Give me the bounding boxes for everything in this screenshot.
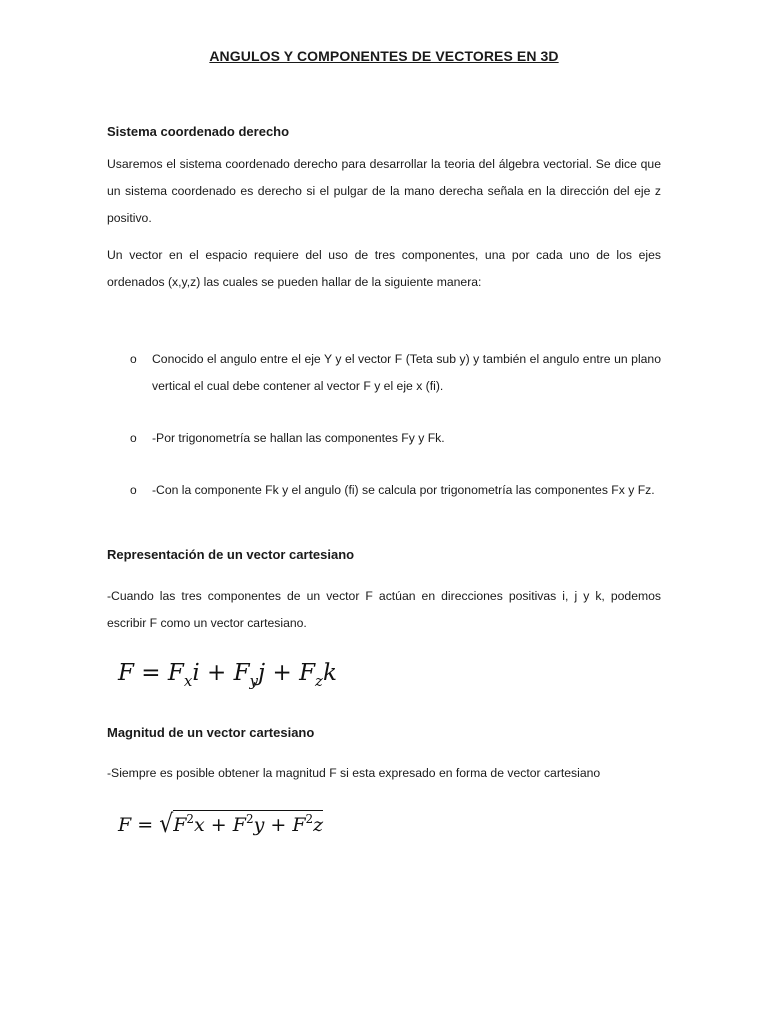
formula-term: F bbox=[232, 814, 246, 836]
paragraph-componentes-intro: Un vector en el espacio requiere del uso de tres componentes, una por cada uno de los ejes ordenados (x,y,z) las cuales se pueden hallar de la siguiente manera: bbox=[107, 248, 661, 289]
formula-lhs: F bbox=[118, 814, 132, 836]
formula-term: F bbox=[299, 660, 316, 686]
formula-equals: = bbox=[131, 814, 160, 836]
formula-unit-vector: j bbox=[258, 660, 266, 686]
formula-magnitud bbox=[118, 810, 323, 837]
paragraph-representacion: -Cuando las tres componentes de un vector F actúan en direcciones positivas i, j y k, podemos escribir F como un vector cartesiano. bbox=[107, 589, 661, 630]
formula-vector-cartesiano bbox=[118, 660, 337, 690]
formula-unit-vector: i bbox=[192, 660, 200, 686]
formula-term: F bbox=[292, 814, 306, 836]
formula-subscript: y bbox=[249, 672, 259, 690]
formula-exponent: 2 bbox=[245, 812, 254, 826]
section-heading-sistema: Sistema coordenado derecho bbox=[107, 124, 290, 139]
formula-plus: + bbox=[199, 660, 234, 686]
list-item-text: Conocido el angulo entre el eje Y y el vector F (Teta sub y) y también el angulo entre un plano vertical el cual debe contener al vector F y el eje x (fi). bbox=[152, 352, 661, 393]
formula-variable: z bbox=[313, 814, 324, 836]
list-item-text: -Con la componente Fk y el angulo (fi) se calcula por trigonometría las componentes Fx y Fz. bbox=[152, 483, 655, 497]
formula-plus: + bbox=[264, 814, 293, 836]
formula-subscript: z bbox=[315, 672, 323, 690]
bullet-icon: o bbox=[130, 431, 137, 445]
formula-radicand bbox=[173, 810, 323, 836]
bullet-icon: o bbox=[130, 483, 137, 497]
formula-term: F bbox=[173, 814, 187, 836]
formula-plus: + bbox=[265, 660, 300, 686]
formula-variable: x bbox=[194, 814, 205, 836]
section-heading-representacion: Representación de un vector cartesiano bbox=[107, 547, 355, 562]
bullet-icon: o bbox=[130, 352, 137, 366]
formula-subscript: x bbox=[183, 672, 193, 690]
paragraph-sistema-definicion: Usaremos el sistema coordenado derecho para desarrollar la teoria del álgebra vectorial. Se dice que un sistema coordenado es derecho si el pulgar de la mano derecha señala en la dirección del eje z positivo. bbox=[107, 157, 661, 225]
section-heading-magnitud: Magnitud de un vector cartesiano bbox=[107, 725, 315, 740]
formula-unit-vector: k bbox=[322, 660, 337, 686]
square-root-icon: √ bbox=[159, 810, 174, 839]
formula-exponent: 2 bbox=[186, 812, 195, 826]
formula-exponent: 2 bbox=[305, 812, 314, 826]
formula-term: F bbox=[233, 660, 250, 686]
formula-variable: y bbox=[253, 814, 265, 836]
page-title: ANGULOS Y COMPONENTES DE VECTORES EN 3D bbox=[209, 48, 559, 64]
formula-plus: + bbox=[204, 814, 233, 836]
formula-lhs: F bbox=[118, 660, 134, 686]
list-item-text: -Por trigonometría se hallan las componentes Fy y Fk. bbox=[152, 431, 445, 445]
paragraph-magnitud: -Siempre es posible obtener la magnitud F si esta expresado en forma de vector cartesiano bbox=[107, 766, 601, 780]
formula-equals: = bbox=[133, 660, 168, 686]
formula-term: F bbox=[167, 660, 184, 686]
